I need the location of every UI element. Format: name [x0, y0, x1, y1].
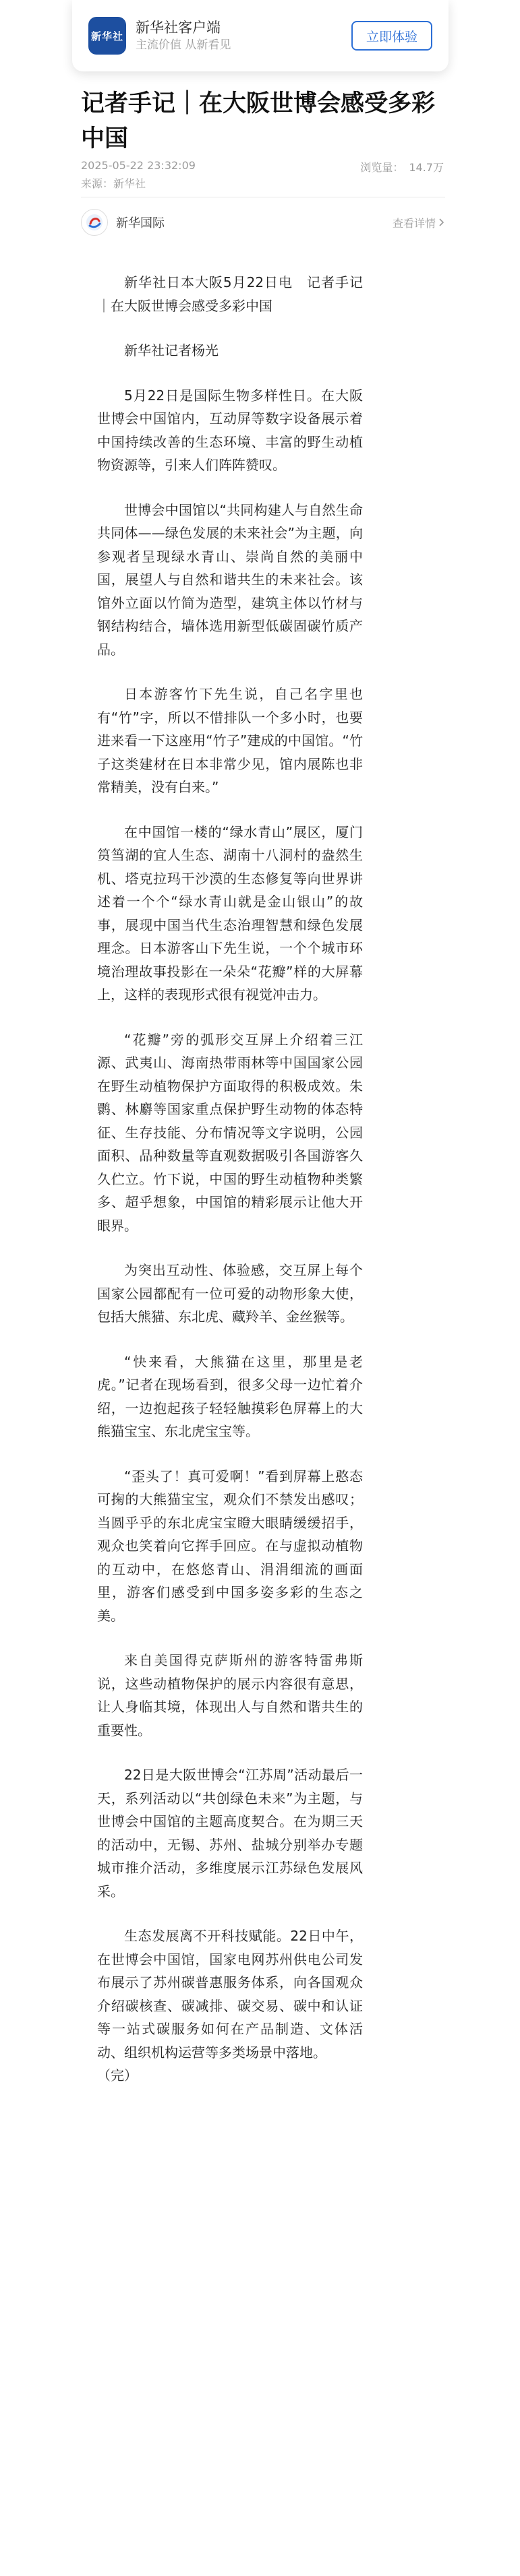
app-name: 新华社客户端 — [136, 20, 221, 36]
view-count-label: 浏览量： — [360, 161, 404, 174]
article-paragraph: 日本游客竹下先生说，自己名字里也有“竹”字，所以不惜排队一个多小时，也要进来看一下这座用“竹子”建成的中国馆。“竹子这类建材在日本非常少见，馆内展陈也非常精美，没有白来。” — [97, 686, 363, 795]
article-body — [97, 271, 363, 2087]
article-paragraph: “歪头了！真可爱啊！”看到屏幕上憨态可掬的大熊猫宝宝，观众们不禁发出感叹；当圆乎乎的东北虎宝宝瞪大眼睛缓缓招手，观众也笑着向它挥手回应。在与虚拟动植物的互动中，在悠悠青山、涓涓细流的画面里，游客们感受到中国多姿多彩的生态之美。 — [97, 1468, 363, 1624]
publish-datetime: 2025-05-22 23:32:09 — [81, 159, 196, 172]
try-now-button[interactable]: 立即体验 — [351, 21, 432, 51]
view-count — [360, 159, 444, 175]
article-paragraph: 在中国馆一楼的“绿水青山”展区，厦门筼筜湖的宜人生态、湖南十八洞村的盎然生机、塔克拉玛干沙漠的生态修复等向世界讲述着一个个“绿水青山就是金山银山”的故事，展现中国当代生态治理智慧和绿色发展理念。日本游客山下先生说，一个个城市环境治理故事投影在一朵朵“花瓣”样的大屏幕上，这样的表现形式很有视觉冲击力。 — [97, 823, 363, 1003]
app-banner-text — [136, 18, 351, 53]
view-details-link[interactable] — [393, 215, 445, 230]
view-details-label: 查看详情 — [392, 216, 436, 230]
article-paragraph: 新华社记者杨光 — [124, 342, 219, 358]
source-info — [81, 175, 146, 191]
article-end-mark: （完） — [97, 2067, 138, 2083]
article-paragraph: 5月22日是国际生物多样性日。在大阪世博会中国馆内，互动屏等数字设备展示着中国持续改善的生态环境、丰富的野生动植物资源等，引来人们阵阵赞叹。 — [97, 387, 363, 473]
article-paragraph: “快来看，大熊猫在这里，那里是老虎。”记者在现场看到，很多父母一边忙着介绍，一边抱起孩子轻轻触摸彩色屏幕上的大熊猫宝宝、东北虎宝宝等。 — [97, 1353, 363, 1439]
app-download-banner[interactable] — [72, 0, 449, 71]
meta-row-source — [81, 175, 444, 191]
article-paragraph: 22日是大阪世博会“江苏周”活动最后一天，系列活动以“共创绿色未来”为主题，与世博会中国馆的主题高度契合。在为期三天的活动中，无锡、苏州、盐城分别举办专题城市推介活动，多维度展示江苏绿色发展风采。 — [97, 1767, 363, 1899]
xinhua-globe-icon — [81, 209, 108, 236]
article-paragraph: 新华社日本大阪5月22日电 记者手记｜在大阪世博会感受多彩中国 — [97, 274, 363, 314]
article-paragraph: 世博会中国馆以“共同构建人与自然生命共同体——绿色发展的未来社会”为主题，向参观者呈现绿水青山、崇尚自然的美丽中国，展望人与自然和谐共生的未来社会。该馆外立面以竹简为造型，建筑主体以竹材与钢结构结合，墙体选用新型低碳固碳竹质产品。 — [97, 501, 363, 658]
article-paragraph: 为突出互动性、体验感，交互屏上每个国家公园都配有一位可爱的动物形象大使，包括大熊猫、东北虎、藏羚羊、金丝猴等。 — [97, 1262, 363, 1325]
article-paragraph: 来自美国得克萨斯州的游客特雷弗斯说，这些动植物保护的展示内容很有意思，让人身临其境，体现出人与自然和谐共生的重要性。 — [97, 1652, 363, 1738]
app-logo-text: 新华社 — [90, 30, 123, 42]
author-row[interactable] — [81, 208, 445, 237]
app-slogan: 主流价值 从新看见 — [136, 38, 231, 52]
source-value: 新华社 — [113, 177, 146, 190]
source-label: 来源： — [81, 177, 114, 190]
article-paragraph: “花瓣”旁的弧形交互屏上介绍着三江源、武夷山、海南热带雨林等中国国家公园在野生动植物保护方面取得的积极成效。朱鹮、林麝等国家重点保护野生动物的体态特征、生存技能、分布情况等文字说明，公园面积、品种数量等直观数据吸引各国游客久久伫立。竹下说，中国的野生动植物种类繁多、超乎想象，中国馆的精彩展示让他大开眼界。 — [97, 1031, 363, 1234]
meta-row-datetime — [81, 159, 444, 175]
article-paragraph: 生态发展离不开科技赋能。22日中午，在世博会中国馆，国家电网苏州供电公司发布展示了苏州碳普惠服务体系，向各国观众介绍碳核查、碳减排、碳交易、碳中和认证等一站式碳服务如何在产品制造、文体活动、组织机构运营等多类场景中落地。 — [97, 1928, 363, 2061]
article-title: 记者手记｜在大阪世博会感受多彩中国 — [81, 90, 436, 152]
xinhua-app-logo — [88, 17, 126, 55]
author-name[interactable]: 新华国际 — [116, 216, 165, 230]
view-count-value: 14.7万 — [409, 161, 444, 174]
chevron-right-icon — [438, 218, 445, 227]
